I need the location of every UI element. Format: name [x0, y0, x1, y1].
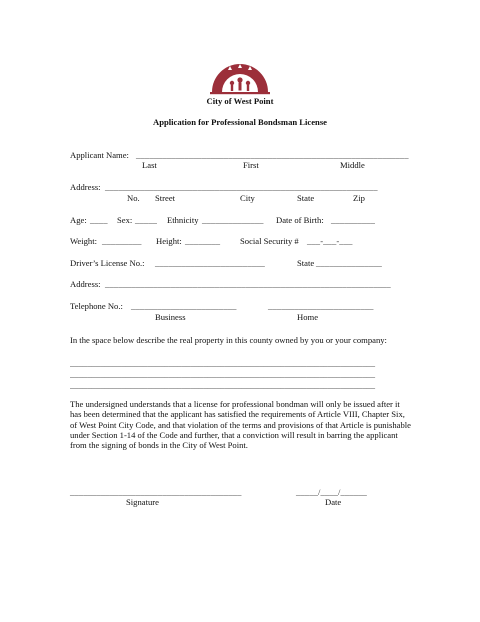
sex-label: Sex:	[117, 215, 133, 225]
property-prompt: In the space below describe the real property in this county owned by you or your company:	[70, 335, 387, 345]
weight-field[interactable]: _________	[102, 236, 142, 246]
sub-label-middle: Middle	[340, 160, 365, 170]
organization-title: City of West Point	[206, 96, 274, 106]
sub-label-first: First	[243, 160, 259, 170]
age-field[interactable]: ____	[90, 215, 108, 225]
ethnicity-field[interactable]: ______________	[202, 215, 264, 225]
drivers-license-label: Driver’s License No.:	[70, 258, 145, 268]
property-line-3[interactable]: _______________________________________________________________________	[70, 380, 376, 390]
dob-label: Date of Birth:	[276, 215, 324, 225]
height-field[interactable]: ________	[185, 236, 221, 246]
sub-label-last: Last	[142, 160, 157, 170]
address-2-label: Address:	[70, 279, 101, 289]
city-seal-icon	[210, 60, 270, 96]
property-line-2[interactable]: _______________________________________________________________________	[70, 369, 376, 379]
dob-field[interactable]: __________	[331, 215, 375, 225]
signature-label: Signature	[126, 497, 159, 507]
date-field[interactable]: _____/____/______	[296, 487, 367, 497]
sub-label-street: Street	[155, 193, 176, 203]
address-field[interactable]: ______________________________________________________________	[105, 182, 378, 192]
telephone-home-field[interactable]: ________________________	[268, 301, 374, 311]
form-title: Application for Professional Bondsman License	[153, 117, 327, 127]
sub-label-home: Home	[297, 312, 319, 322]
sub-label-city: City	[240, 193, 255, 203]
sub-label-no: No.	[127, 193, 140, 203]
ethnicity-label: Ethnicity	[167, 215, 199, 225]
ssn-field[interactable]: ___-___-___	[307, 236, 353, 246]
ssn-label: Social Security #	[240, 236, 299, 246]
signature-field[interactable]: _______________________________________	[70, 487, 242, 497]
drivers-license-field[interactable]: _________________________	[155, 258, 265, 268]
sub-label-zip: Zip	[353, 193, 365, 203]
sex-field[interactable]: _____	[135, 215, 157, 225]
statement-paragraph: The undersigned understands that a license for professional bondman will only be issued after it has been determined that the applicant has satisfied the requirements of Article VIII, Chapter Six, of West Point City Code, and that violation of the terms and provisions of that Article is punishable under Section 1-14 of the Code and further, that a conviction will result in barring the applicant from the signing of bonds in the City of West Point.	[70, 399, 411, 451]
address-2-field[interactable]: _________________________________________________________________	[105, 279, 391, 289]
dl-state-label: State	[297, 258, 315, 268]
telephone-label: Telephone No.:	[70, 301, 123, 311]
age-label: Age:	[70, 215, 87, 225]
date-label: Date	[325, 497, 342, 507]
sub-label-state: State	[297, 193, 315, 203]
property-line-1[interactable]: _______________________________________________________________________	[70, 358, 376, 368]
dl-state-field[interactable]: _______________	[316, 258, 382, 268]
applicant-name-label: Applicant Name:	[70, 150, 129, 160]
telephone-business-field[interactable]: ________________________	[131, 301, 237, 311]
weight-label: Weight:	[70, 236, 97, 246]
height-label: Height:	[156, 236, 182, 246]
sub-label-business: Business	[155, 312, 186, 322]
address-label: Address:	[70, 182, 101, 192]
applicant-name-field[interactable]: ______________________________________________________________	[136, 150, 409, 160]
